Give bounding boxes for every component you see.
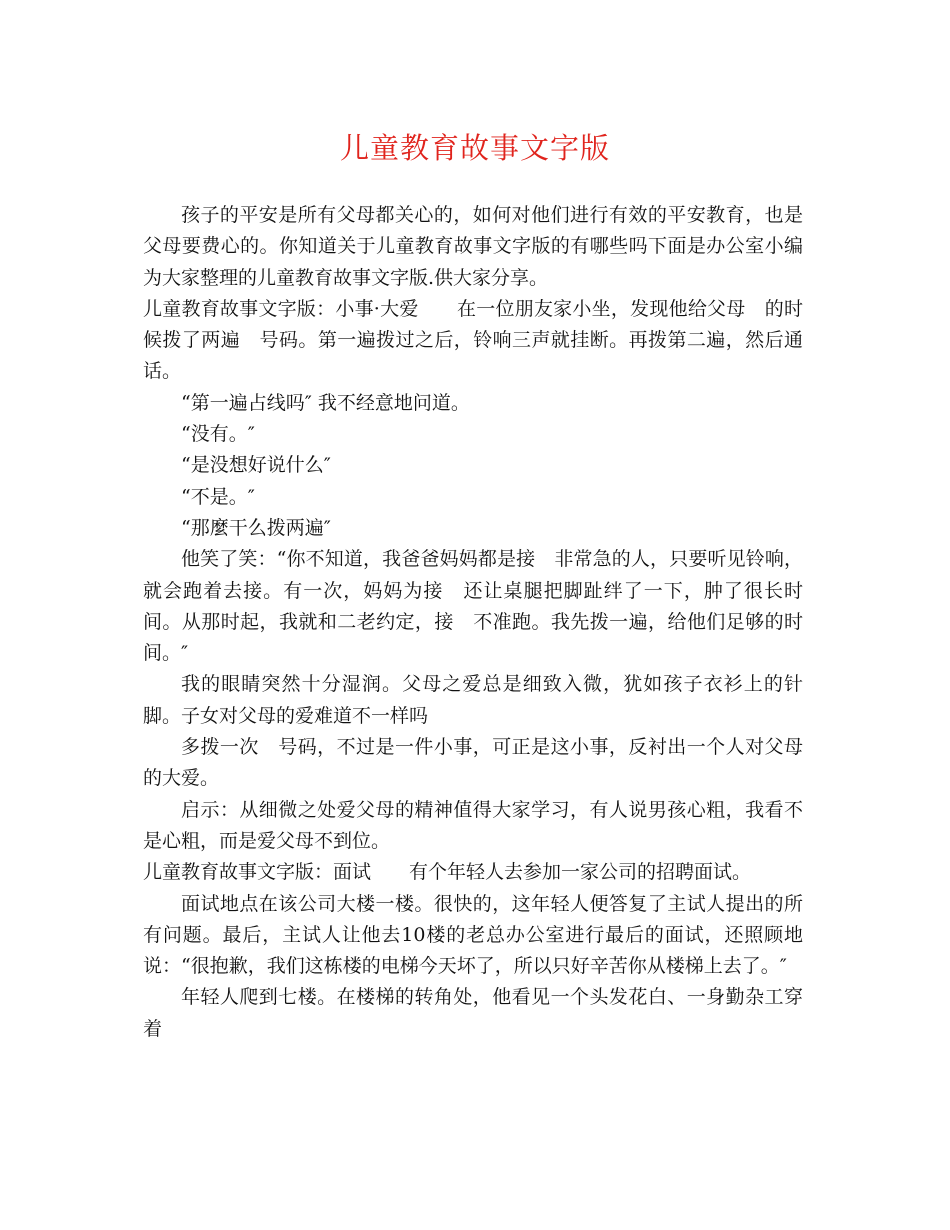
paragraph-dialogue-4: “不是。″: [181, 485, 255, 508]
paragraph-moral-1: 启示：从细微之处爱父母的精神值得大家学习，有人说男孩心粗，我看不是心粗，而是爱父母不到位。: [143, 798, 803, 852]
paragraph-story2-heading: 儿童教育故事文字版：面试 有个年轻人去参加一家公司的招聘面试。: [143, 861, 752, 884]
paragraph-reflection: 我的眼睛突然十分湿润。父母之爱总是细致入微，犹如孩子衣衫上的针脚。子女对父母的爱难道不一样吗: [143, 673, 803, 727]
document-body: [143, 200, 803, 1045]
paragraph-dialogue-2: “没有。″: [181, 423, 255, 446]
paragraph-conclusion: 多拨一次 号码，不过是一件小事，可正是这小事，反衬出一个人对父母的大爱。: [143, 736, 803, 790]
paragraph-dialogue-1: “第一遍占线吗″ 我不经意地问道。: [181, 391, 470, 414]
document-title: 儿童教育故事文字版: [339, 131, 610, 165]
paragraph-dialogue-3: “是没想好说什么″: [181, 454, 331, 477]
paragraph-intro: 孩子的平安是所有父母都关心的，如何对他们进行有效的平安教育，也是父母要费心的。你知道关于儿童教育故事文字版的有哪些吗下面是办公室小编为大家整理的儿童教育故事文字版.供大家分享。: [143, 204, 803, 289]
paragraph-explanation: 他笑了笑：“你不知道，我爸爸妈妈都是接 非常急的人，只要听见铃响，就会跑着去接。有一次，妈妈为接 还让桌腿把脚趾绊了一下，肿了很长时间。从那时起，我就和二老约定，接 不准跑。我先拨一遍，给他们足够的时间。″: [143, 548, 803, 665]
paragraph-interview: 面试地点在该公司大楼一楼。很快的，这年轻人便答复了主试人提出的所有问题。最后，主试人让他去10楼的老总办公室进行最后的面试，还照顾地说：“很抱歉，我们这栋楼的电梯今天坏了，所以只好辛苦你从楼梯上去了。″: [143, 892, 803, 978]
paragraph-stairs: 年轻人爬到七楼。在楼梯的转角处，他看见一个头发花白、一身勤杂工穿着: [143, 986, 803, 1040]
paragraph-story1-heading: 儿童教育故事文字版：小事·大爱 在一位朋友家小坐，发现他给父母 的时候拨了两遍 号码。第一遍拨过之后，铃响三声就挂断。再拨第二遍，然后通话。: [143, 297, 803, 383]
paragraph-dialogue-5: “那麼干么拨两遍″: [181, 516, 331, 539]
